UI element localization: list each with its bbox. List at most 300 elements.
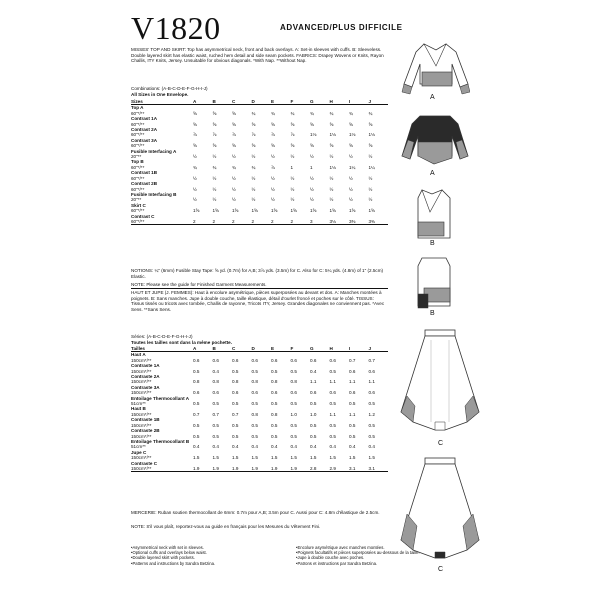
- table-cell: 1⅝: [329, 208, 336, 214]
- table-cell: 1.5: [310, 455, 317, 461]
- table-cell: ½: [290, 154, 295, 160]
- row-label: 51cm**: [131, 401, 146, 407]
- table-cell: ⅝: [368, 121, 373, 127]
- table-cell: 3.1: [349, 466, 369, 472]
- column-header-size: J: [369, 99, 389, 105]
- table-cell: 0.6: [251, 357, 258, 363]
- row-label: 150cm*/**: [131, 466, 193, 472]
- column-header-size: F: [291, 99, 311, 105]
- table-cell: 0.5: [271, 368, 278, 374]
- row-label: Skirt C: [131, 202, 146, 208]
- table-cell: 1.9: [193, 466, 213, 472]
- table-cell: 0.8: [251, 411, 258, 417]
- table-cell: 1: [310, 164, 313, 170]
- table-cell: ⅝: [212, 110, 217, 116]
- notions-en: NOTIONS: ¼" (6mm) Fusible Stay Tape: ⅝ yd. (0.7m) for A,B; 3⅞ yds. (3.5m) for C. Also for C: 5¼ yds. (4.8m) of 1" (2.5cm) Elastic.: [131, 268, 384, 279]
- combinations-en: Combinations: (A-B-C-D-E-F-G-H-I-J): [131, 86, 208, 91]
- table-cell: ⅝: [212, 143, 217, 149]
- table-cell: ⅞: [290, 132, 295, 138]
- table-cell: 0.4: [271, 444, 278, 450]
- table-cell: 1.5: [271, 455, 278, 461]
- column-header-size: H: [330, 346, 350, 352]
- column-header-size: G: [310, 346, 330, 352]
- table-cell: 0.5: [232, 401, 239, 407]
- table-cell: 1⅛: [329, 132, 336, 138]
- table-cell: ½: [329, 186, 334, 192]
- table-cell: 0.4: [212, 444, 219, 450]
- table-cell: 0.7: [193, 411, 200, 417]
- table-cell: 0.5: [193, 368, 200, 374]
- yardage-table-en: [131, 99, 388, 225]
- table-cell: 3⅜: [369, 219, 389, 225]
- table-cell: ⅝: [251, 143, 256, 149]
- footer-note: • Asymmetrical neck with set in sleeves.: [131, 545, 291, 550]
- table-cell: ½: [251, 197, 256, 203]
- table-cell: 0.6: [290, 390, 297, 396]
- table-cell: 0.5: [271, 433, 278, 439]
- table-cell: 1.0: [290, 411, 297, 417]
- table-cell: ½: [193, 154, 197, 160]
- table-cell: 1⅝: [310, 208, 317, 214]
- illustration-skirt-c-back: [395, 454, 485, 574]
- table-cell: 1.5: [251, 455, 258, 461]
- table-cell: ⅞: [193, 132, 197, 138]
- table-cell: 0.5: [290, 401, 297, 407]
- table-cell: 0.5: [290, 433, 297, 439]
- table-cell: 2: [232, 219, 252, 225]
- table-cell: 0.5: [232, 368, 239, 374]
- row-label: Contraste 3A: [131, 384, 160, 390]
- footer-notes-en: [131, 545, 291, 566]
- row-label: 150cm*/**: [131, 411, 152, 417]
- row-label: 20"**: [131, 154, 142, 160]
- table-cell: 2: [271, 219, 291, 225]
- table-cell: ⅝: [290, 121, 295, 127]
- table-cell: 0.6: [368, 390, 375, 396]
- table-cell: ½: [193, 175, 197, 181]
- table-cell: ¾: [232, 164, 236, 170]
- table-cell: 0.5: [368, 401, 375, 407]
- row-label: 60"*/**: [131, 143, 145, 149]
- footer-note: • Patterns and instructions by Sandra Betzina.: [131, 561, 291, 566]
- table-cell: ⅞: [271, 164, 275, 170]
- row-label: Contraste 1B: [131, 417, 160, 423]
- column-header-size: H: [330, 99, 350, 105]
- table-cell: 1⅝: [368, 208, 375, 214]
- table-cell: 0.5: [290, 422, 297, 428]
- view-label: A: [430, 94, 435, 101]
- table-cell: 1.5: [232, 455, 239, 461]
- table-cell: 0.5: [329, 433, 336, 439]
- view-label: B: [430, 310, 435, 317]
- table-cell: 0.5: [310, 433, 317, 439]
- column-header-size: C: [232, 99, 252, 105]
- column-header-size: A: [193, 346, 213, 352]
- table-cell: ½: [232, 197, 236, 203]
- table-cell: 0.6: [329, 357, 336, 363]
- table-cell: ¾: [212, 164, 217, 170]
- table-cell: 2.9: [330, 466, 350, 472]
- table-cell: 1.1: [310, 379, 317, 385]
- row-label: 150cm*/**: [131, 379, 152, 385]
- table-cell: ⅝: [193, 121, 197, 127]
- table-cell: 0.5: [212, 433, 219, 439]
- table-cell: 1¼: [368, 164, 375, 170]
- yardage-table-fr: [131, 346, 388, 472]
- table-cell: 0.5: [271, 422, 278, 428]
- row-label: 60"*/**: [131, 175, 145, 181]
- table-cell: 1.1: [368, 379, 375, 385]
- column-header-size: D: [252, 99, 272, 105]
- footer-note: • Patrons et instructions par Sandra Betzina.: [296, 561, 476, 566]
- row-label: Contrast 3A: [131, 137, 158, 143]
- table-cell: 0.5: [349, 433, 356, 439]
- table-cell: 0.5: [271, 401, 278, 407]
- row-label: Entoilage Thermocollant A: [131, 395, 190, 401]
- view-label: B: [430, 240, 435, 247]
- row-label: Contrast C: [131, 213, 155, 219]
- row-label: Top A: [131, 105, 144, 111]
- table-cell: 0.7: [212, 411, 219, 417]
- table-cell: 1⅛: [329, 164, 336, 170]
- table-cell: ⅝: [368, 143, 373, 149]
- table-cell: ½: [310, 197, 314, 203]
- table-cell: ⅝: [290, 143, 295, 149]
- table-cell: 0.4: [349, 444, 356, 450]
- row-label: 60"*/**: [131, 121, 145, 127]
- footer-note: • Encolure asymétrique avec manches montées.: [296, 545, 476, 550]
- column-header-size: J: [369, 346, 389, 352]
- row-label: Haut B: [131, 406, 146, 412]
- illustration-top-b-back: [410, 254, 460, 314]
- row-label: 150cm*/**: [131, 433, 152, 439]
- row-label: Entoilage Thermocollant B: [131, 438, 190, 444]
- table-cell: ⅞: [212, 132, 217, 138]
- table-cell: 1⅝: [290, 208, 297, 214]
- table-cell: 0.5: [212, 422, 219, 428]
- table-cell: ½: [349, 197, 353, 203]
- table-cell: 0.5: [310, 422, 317, 428]
- table-cell: 0.4: [368, 444, 375, 450]
- table-cell: ½: [310, 175, 314, 181]
- table-cell: ¾: [251, 110, 256, 116]
- table-cell: ⅝: [212, 121, 217, 127]
- table-cell: ½: [271, 175, 275, 181]
- table-cell: ⅝: [232, 143, 236, 149]
- table-cell: ½: [212, 197, 217, 203]
- footer-note: • Optional cuffs and overlays below waist.: [131, 550, 291, 555]
- view-label: C: [438, 440, 444, 447]
- table-cell: ½: [290, 186, 295, 192]
- table-cell: 1.5: [329, 455, 336, 461]
- table-cell: 0.5: [349, 422, 356, 428]
- table-cell: 1⅝: [349, 208, 356, 214]
- column-header-size: E: [271, 346, 291, 352]
- table-cell: 0.4: [329, 444, 336, 450]
- table-cell: ⅝: [232, 121, 236, 127]
- table-cell: ½: [368, 175, 373, 181]
- view-label: C: [438, 566, 444, 573]
- table-cell: 0.6: [271, 390, 278, 396]
- column-header-size: C: [232, 346, 252, 352]
- table-cell: ½: [232, 175, 236, 181]
- table-cell: ½: [271, 197, 275, 203]
- table-cell: 0.5: [251, 422, 258, 428]
- table-cell: 1.2: [368, 411, 375, 417]
- row-label: Contraste 2A: [131, 374, 160, 380]
- table-cell: 1.5: [193, 455, 200, 461]
- table-cell: 0.4: [212, 368, 219, 374]
- column-header-size: I: [349, 346, 369, 352]
- table-cell: ¾: [329, 110, 334, 116]
- table-cell: ⅞: [232, 132, 236, 138]
- row-label: Contrast 1A: [131, 116, 158, 122]
- row-label: 60"*/**: [131, 208, 145, 214]
- table-cell: ⅝: [310, 143, 314, 149]
- column-header-size: D: [252, 346, 272, 352]
- table-cell: ⅝: [232, 110, 236, 116]
- table-cell: 0.7: [232, 411, 239, 417]
- table-cell: ½: [212, 175, 217, 181]
- table-cell: 0.6: [232, 357, 239, 363]
- table-cell: 0.4: [290, 444, 297, 450]
- table-cell: 0.7: [349, 357, 356, 363]
- column-header-size: G: [310, 99, 330, 105]
- table-cell: 1⅛: [349, 132, 356, 138]
- row-label: 20"**: [131, 197, 142, 203]
- row-label: Haut A: [131, 352, 146, 358]
- table-cell: 0.7: [368, 357, 375, 363]
- section-divider: [131, 288, 388, 289]
- row-label: Jupe C: [131, 449, 147, 455]
- table-cell: 0.6: [271, 357, 278, 363]
- row-label: Contraste C: [131, 460, 158, 466]
- row-label: Fusible Interfacing B: [131, 191, 177, 197]
- table-cell: 1.5: [368, 455, 375, 461]
- table-cell: 0.8: [232, 379, 239, 385]
- envelope-fr: Toutes les tailles sont dans la même pochette.: [131, 340, 233, 345]
- column-header-size: I: [349, 99, 369, 105]
- combinations-fr: Séries: (A-B-C-D-E-F-G-H-I-J): [131, 334, 193, 339]
- table-cell: ¾: [271, 110, 275, 116]
- illustration-top-b-front: [410, 186, 460, 246]
- footer-note: • Jupe à double couche avec poches.: [296, 555, 476, 560]
- row-label: Contraste 2B: [131, 428, 160, 434]
- column-header-size: B: [213, 99, 233, 105]
- row-label: 60"*/**: [131, 186, 145, 192]
- table-cell: 0.4: [232, 444, 239, 450]
- table-cell: 0.8: [271, 379, 278, 385]
- table-cell: ½: [310, 186, 314, 192]
- row-label: 150cm*/**: [131, 357, 152, 363]
- table-cell: 0.6: [349, 390, 356, 396]
- description-en: [131, 47, 388, 64]
- table-cell: 0.6: [310, 357, 317, 363]
- table-row: [131, 219, 388, 225]
- table-cell: 0.5: [329, 368, 336, 374]
- table-cell: 0.5: [290, 368, 297, 374]
- table-cell: ½: [212, 186, 217, 192]
- table-cell: 0.5: [368, 433, 375, 439]
- table-cell: 0.5: [349, 401, 356, 407]
- table-cell: 2: [213, 219, 233, 225]
- description-en-text: MISSES' TOP AND SKIRT: Top has asymmetrical neck, front and back overlays. A: Set-in sleeves with cuffs. B: Sleeveless. Double layered skirt has elastic waist, ruched hem detail and side seam pockets. FABRICS: Drapey Wovens or Knits, Rayon Challis, ITY Knits, Jersey. Unsuitable for obvious diagonals. *With Nap. **Without Nap.: [131, 47, 384, 64]
- table-cell: ½: [232, 154, 236, 160]
- table-cell: ⅝: [310, 121, 314, 127]
- table-cell: 0.5: [329, 422, 336, 428]
- table-cell: ¾: [251, 164, 256, 170]
- table-cell: ½: [193, 186, 197, 192]
- difficulty-label: ADVANCED/PLUS DIFFICILE: [280, 23, 403, 32]
- table-cell: 0.8: [290, 379, 297, 385]
- table-cell: 0.6: [212, 357, 219, 363]
- table-cell: ⅝: [271, 121, 275, 127]
- column-header-size: E: [271, 99, 291, 105]
- table-cell: 1.5: [349, 455, 356, 461]
- table-cell: 1⅛: [310, 132, 317, 138]
- table-cell: 0.4: [251, 444, 258, 450]
- table-cell: ½: [193, 197, 197, 203]
- table-cell: ⅝: [349, 143, 353, 149]
- table-cell: ½: [368, 197, 373, 203]
- table-cell: ½: [271, 154, 275, 160]
- table-cell: 0.6: [193, 357, 200, 363]
- column-header-size: A: [193, 99, 213, 105]
- table-cell: 0.5: [251, 368, 258, 374]
- table-cell: 1⅝: [212, 208, 219, 214]
- table-cell: 1.1: [329, 411, 336, 417]
- table-cell: ½: [251, 154, 256, 160]
- table-cell: ¾: [310, 110, 314, 116]
- table-cell: 1: [290, 164, 294, 170]
- row-label: 150cm*/**: [131, 422, 152, 428]
- column-header-size: F: [291, 346, 311, 352]
- row-label: 60"*/**: [131, 164, 145, 170]
- description-fr: HAUT ET JUPE (J. FEMMES): Haut à encolure asymétrique, pièces superposées au devant et dos. A: Manches montées à poignets. B: Sans manches. Jupe à double couche, taille élastique, détail d'ourlet froncé et poches sur le côté. TISSUS: Tissus tissés ou tricots avec tombée, Challis de rayonne, Tricots ITY, Jersey. Grandes diagonales ne conviennent pas. *Avec Sens. **Sans Sens.: [131, 290, 385, 312]
- table-cell: ½: [232, 186, 236, 192]
- table-cell: 0.5: [232, 433, 239, 439]
- table-cell: 1.9: [271, 466, 291, 472]
- table-cell: 0.6: [193, 390, 200, 396]
- table-cell: ½: [251, 175, 256, 181]
- table-cell: 0.6: [251, 390, 258, 396]
- table-cell: ¾: [349, 110, 353, 116]
- table-cell: 1.9: [291, 466, 311, 472]
- table-cell: 0.5: [368, 422, 375, 428]
- table-row: [131, 466, 388, 472]
- footer-note: • Double layered skirt with pockets.: [131, 555, 291, 560]
- table-cell: 3: [310, 219, 330, 225]
- table-cell: 1⅝: [193, 208, 200, 214]
- table-cell: 3⅛: [330, 219, 350, 225]
- row-label: Top B: [131, 159, 144, 165]
- row-label: Contrast 2A: [131, 127, 158, 133]
- table-cell: 3.1: [369, 466, 389, 472]
- column-header-sizes: Sizes: [131, 99, 193, 105]
- table-cell: ½: [368, 186, 373, 192]
- table-cell: 1⅝: [271, 208, 278, 214]
- table-cell: ⅞: [251, 132, 256, 138]
- table-cell: ¾: [193, 164, 197, 170]
- table-cell: 0.6: [310, 390, 317, 396]
- table-cell: 0.6: [349, 368, 356, 374]
- table-cell: ½: [368, 154, 373, 160]
- table-cell: ½: [290, 175, 295, 181]
- row-label: 60"*/**: [131, 132, 145, 138]
- table-cell: 1.0: [310, 411, 317, 417]
- table-cell: 0.8: [251, 379, 258, 385]
- note-en: NOTE: Please see the guide for Finished Garment Measurements.: [131, 282, 267, 287]
- table-cell: 0.5: [193, 433, 200, 439]
- notions-fr: MERCERIE: Ruban soutien thermocollant de 6mm: 0.7m pour A,B; 3.5m pour C. Aussi pour C: 4.8m d'élastique de 2.5cm.: [131, 510, 380, 515]
- table-cell: ¾: [368, 110, 373, 116]
- table-cell: 2: [291, 219, 311, 225]
- row-label: Contraste 1A: [131, 363, 160, 369]
- table-cell: ⅞: [271, 132, 275, 138]
- row-label: Fusible Interfacing A: [131, 148, 177, 154]
- table-cell: ⅝: [193, 110, 197, 116]
- pattern-number: V1820: [131, 10, 221, 46]
- table-cell: 0.5: [193, 422, 200, 428]
- table-cell: ⅝: [329, 121, 334, 127]
- table-cell: 0.4: [310, 444, 317, 450]
- row-label: 150cm*/**: [131, 455, 152, 461]
- table-cell: ½: [212, 154, 217, 160]
- table-cell: 2: [252, 219, 272, 225]
- table-cell: ⅝: [349, 121, 353, 127]
- table-cell: 1⅝: [251, 208, 258, 214]
- table-cell: 0.4: [310, 368, 317, 374]
- table-cell: ½: [271, 186, 275, 192]
- view-label: A: [430, 170, 435, 177]
- table-cell: ½: [329, 154, 334, 160]
- table-cell: 0.5: [212, 401, 219, 407]
- envelope-en: All Sizes in One Envelope.: [131, 92, 189, 97]
- table-cell: 1⅛: [368, 132, 375, 138]
- footer-note: • Poignets facultatifs et pièces superposées au-dessous de la taille.: [296, 550, 476, 555]
- table-cell: ⅝: [271, 143, 275, 149]
- table-cell: 0.8: [193, 379, 200, 385]
- table-cell: 0.8: [212, 379, 219, 385]
- column-header-size: B: [213, 346, 233, 352]
- table-cell: 0.5: [251, 401, 258, 407]
- table-cell: 0.6: [232, 390, 239, 396]
- table-cell: ⅝: [329, 143, 334, 149]
- table-cell: 1.1: [349, 379, 356, 385]
- table-cell: ½: [329, 197, 334, 203]
- table-cell: ⅝: [251, 121, 256, 127]
- table-cell: ⅝: [193, 143, 197, 149]
- table-cell: 1.9: [252, 466, 272, 472]
- table-cell: ½: [310, 154, 314, 160]
- table-cell: ½: [349, 186, 353, 192]
- table-cell: 0.5: [310, 401, 317, 407]
- table-cell: 0.6: [329, 390, 336, 396]
- row-label: Contrast 1B: [131, 170, 158, 176]
- table-cell: 1.1: [329, 379, 336, 385]
- table-cell: ½: [251, 186, 256, 192]
- table-cell: 2.8: [310, 466, 330, 472]
- table-cell: 3⅜: [349, 219, 369, 225]
- table-cell: ½: [329, 175, 334, 181]
- row-label: 150cm*/**: [131, 368, 152, 374]
- table-cell: ½: [290, 197, 295, 203]
- table-cell: 0.8: [271, 411, 278, 417]
- table-cell: ½: [349, 175, 353, 181]
- table-cell: 0.6: [290, 357, 297, 363]
- table-cell: 0.5: [251, 433, 258, 439]
- column-header-sizes: Tailles: [131, 346, 193, 352]
